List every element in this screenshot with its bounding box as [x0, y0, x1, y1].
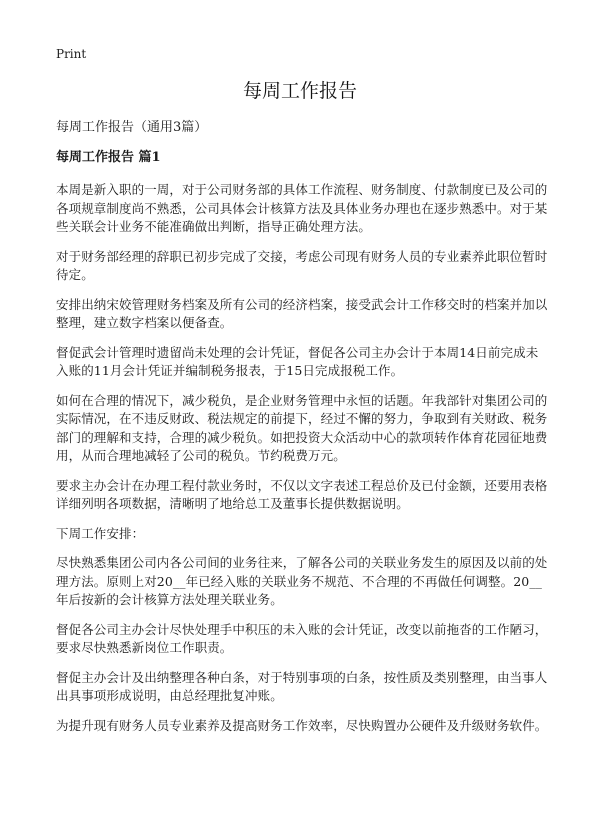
paragraph-11: 为提升现有财务人员专业素养及提高财务工作效率，尽快购置办公硬件及升级财务软件。: [56, 717, 548, 733]
paragraph-2: 对于财务部经理的辞职已初步完成了交接，考虑公司现有财务人员的专业素养此职位暂时待定。: [56, 248, 548, 282]
paragraph-5: 如何在合理的情况下，减少税负，是企业财务管理中永恒的话题。年我部针对集团公司的实际情况，在不违反财政、税法规定的前提下，经过不懈的努力，争取到有关财政、税务部门的理解和支持，合理的减少税负。如把投资大众活动中心的款项转作体育花园征地费用，从而合理地减轻了公司的税负。节约税费万元。: [56, 392, 548, 463]
paragraph-4: 督促武会计管理时遗留尚未处理的会计凭证，督促各公司主办会计于本周14日前完成未入账的11月会计凭证并编制税务报表，于15日完成报税工作。: [56, 344, 539, 378]
section-heading: 每周工作报告 篇1: [56, 150, 161, 165]
document-title: 每周工作报告: [242, 80, 357, 102]
paragraph-10: 督促主办会计及出纳整理各种白条，对于特别事项的白条，按性质及类别整理，由当事人出具事项形成说明，由总经理批复冲账。: [56, 669, 548, 703]
print-link[interactable]: Print: [56, 47, 87, 61]
paragraph-8: 尽快熟悉集团公司内各公司间的业务往来，了解各公司的关联业务发生的原因及以前的处理方法。原则上对20__年已经入账的关联业务不规范、不合理的不再做任何调整。20__年后按新的会计核算方法处理关联业务。: [56, 555, 548, 607]
document-body: [56, 181, 548, 746]
paragraph-6: 要求主办会计在办理工程付款业务时，不仅以文字表述工程总价及已付金额，还要用表格详细列明各项数据，清晰明了地给总工及董事长提供数据说明。: [56, 477, 548, 511]
document-subtitle: 每周工作报告（通用3篇）: [56, 120, 208, 135]
paragraph-1: 本周是新入职的一周，对于公司财务部的具体工作流程、财务制度、付款制度已及公司的各项规章制度尚不熟悉，公司具体会计核算方法及具体业务办理也在逐步熟悉中。对于某些关联会计业务不能准确做出判断，指导正确处理方法。: [56, 182, 548, 234]
paragraph-3: 安排出纳宋姣管理财务档案及所有公司的经济档案，接受武会计工作移交时的档案并加以整理，建立数字档案以便备查。: [56, 296, 548, 330]
paragraph-9: 督促各公司主办会计尽快处理手中积压的未入账的会计凭证，改变以前拖沓的工作陋习，要求尽快熟悉新岗位工作职责。: [56, 621, 548, 655]
paragraph-next-week-heading: 下周工作安排：: [56, 525, 145, 541]
